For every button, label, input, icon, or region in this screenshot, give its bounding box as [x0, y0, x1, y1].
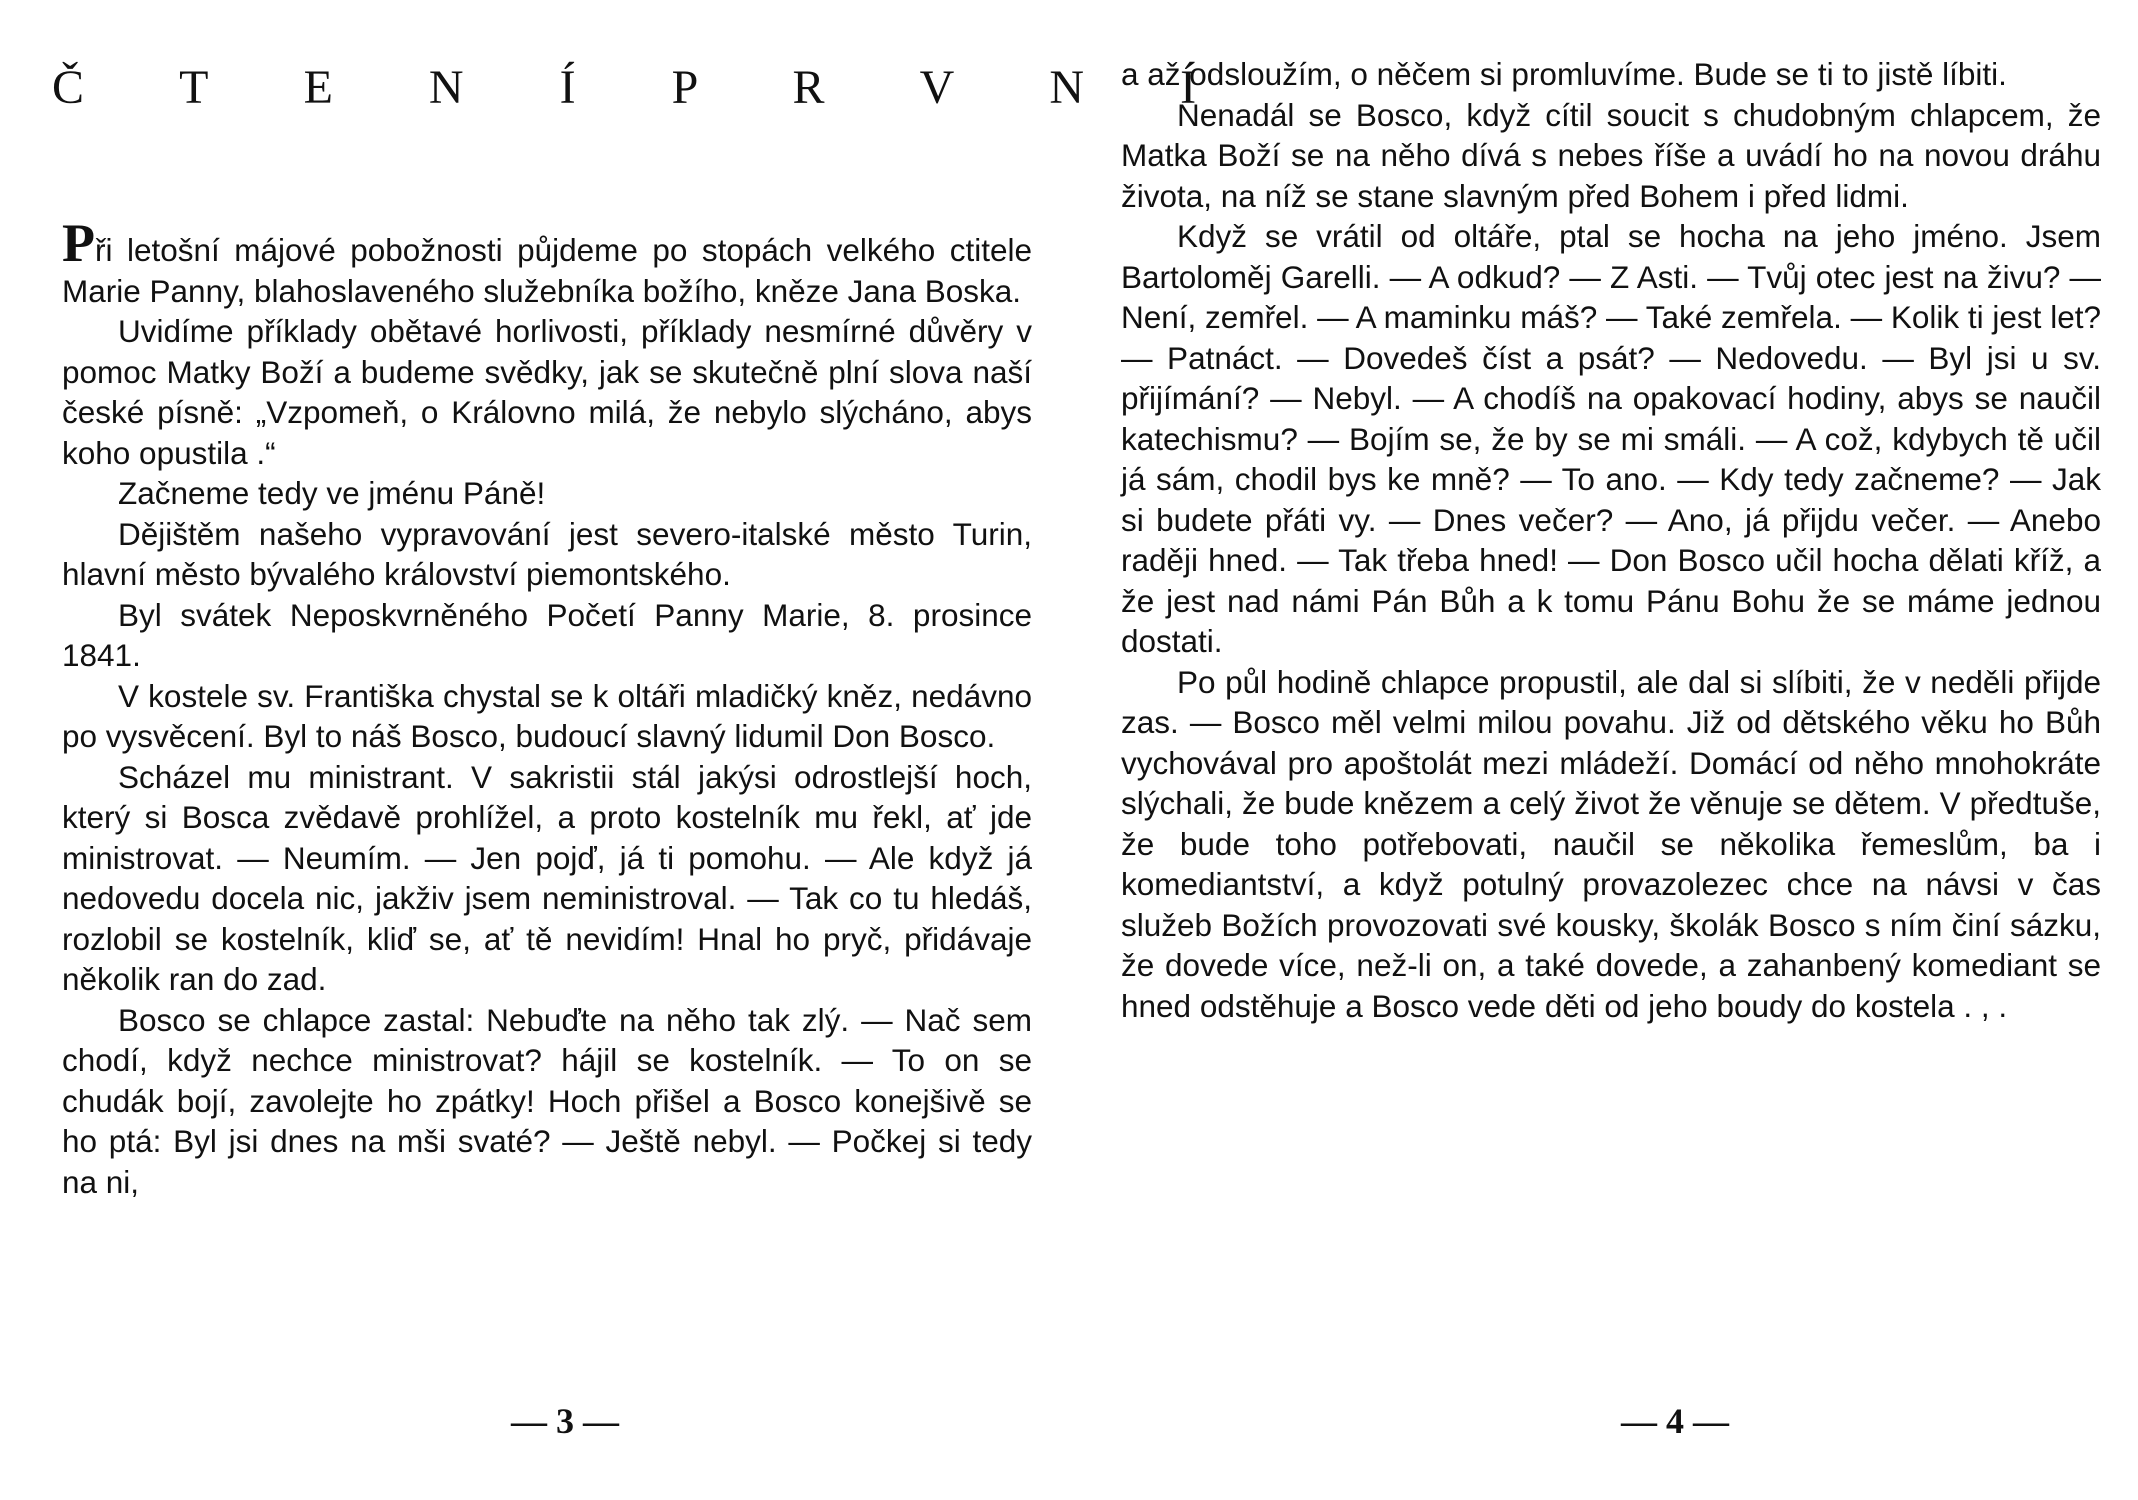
paragraph-4: Dějištěm našeho vypravování jest severo-italské město Turin, hlavní město bývalého království piemontského.: [62, 515, 1032, 592]
continuation-paragraph: a až odsloužím, o něčem si promluvíme. Bude se ti to jistě líbiti.: [1121, 56, 2007, 92]
paragraph-3: Začneme tedy ve jménu Páně!: [118, 475, 546, 511]
paragraph-2: Uvidíme příklady obětavé horlivosti, příklady nesmírné důvěry v pomoc Matky Boží a budeme svědky, jak se skutečně plní slova naší české písně: „Vzpomeň, o Královno milá, že nebylo slýcháno, abys koho opustila .“: [62, 313, 1032, 471]
left-page-text: [62, 213, 1032, 1202]
paragraph-11: Po půl hodině chlapce propustil, ale dal si slíbiti, že v neděli přijde zas. — Bosco měl velmi milou povahu. Již od dětského věku ho Bůh vychovával pro apoštolát mezi mládeží. Domácí od něho mnohokráte slýchali, že bude knězem a celý život že věnuje se dětem. V předtuše, že bude toho potřebovati, naučil se několika řemeslům, ba i komediantství, a když potulný provazolezec chce na návsi v čas služeb Božích provozovati své kousky, školák Bosco s ním činí sázku, že dovede více, než-li on, a také dovede, a zahanbený komediant se hned odstěhuje a Bosco vede děti od jeho boudy do kostela . , .: [1121, 663, 2101, 1024]
paragraph-5: Byl svátek Neposkvrněného Početí Panny Marie, 8. prosince 1841.: [62, 596, 1032, 673]
paragraph-8: Bosco se chlapce zastal: Nebuďte na něho tak zlý. — Nač sem chodí, když nechce ministrovat? hájil se kostelník. — To on se chudák bojí, zavolejte ho zpátky! Hoch přišel a Bosco konejšivě se ho ptá: Byl jsi dnes na mši svaté? — Ještě nebyl. — Počkej si tedy na ni,: [62, 1001, 1032, 1200]
right-page: [1069, 0, 2138, 1500]
page-number-right: — 4 —: [1621, 1401, 1729, 1441]
paragraph-1: [62, 213, 1032, 311]
right-page-text: [1121, 54, 2101, 1026]
paragraph-10: Když se vrátil od oltáře, ptal se hocha na jeho jméno. Jsem Bartoloměj Garelli. — A odkud? — Z Asti. — Tvůj otec jest na živu? — Není, zemřel. — A maminku máš? — Také zemřela. — Kolik ti jest let? — Patnáct. — Dovedeš číst a psát? — Nedovedu. — Byl jsi u sv. přijímání? — Nebyl. — A chodíš na opakovací hodiny, abys se naučil katechismu? — Bojím se, že by se mi smáli. — A což, kdybych tě učil já sám, chodil bys ke mně? — To ano. — Kdy tedy začneme? — Jak si budete přáti vy. — Dnes večer? — Ano, já přijdu večer. — Anebo raději hned. — Tak třeba hned! — Don Bosco učil hocha dělati kříž, a že jest nad námi Pán Bůh a k tomu Pánu Bohu že se máme jednou dostati.: [1121, 218, 2101, 659]
paragraph-9: Nenadál se Bosco, když cítil soucit s chudobným chlapcem, že Matka Boží se na něho dívá s nebes říše a uvádí ho na novou dráhu života, na níž se stane slavným před Bohem i před lidmi.: [1121, 96, 2101, 214]
page-number-left: — 3 —: [511, 1401, 619, 1441]
chapter-title: Č T E N Í P R V N Í: [52, 61, 1239, 114]
paragraph-6: V kostele sv. Františka chystal se k oltáři mladičký kněz, nedávno po vysvěcení. Byl to náš Bosco, budoucí slavný lidumil Don Bosco.: [62, 677, 1032, 754]
paragraph-7: Scházel mu ministrant. V sakristii stál jakýsi odrostlejší hoch, který si Bosca zvědavě prohlížel, a proto kostelník mu řekl, ať jde ministrovat. — Neumím. — Jen pojď, já ti pomohu. — Ale když já nedovedu docela nic, jakživ jsem neministroval. — Tak co tu hledáš, rozlobil se kostelník, kliď se, ať tě nevidím! Hnal ho pryč, přidávaje několik ran do zad.: [62, 758, 1032, 997]
drop-cap: P: [62, 213, 95, 273]
paragraph-1-text: ři letošní májové pobožnosti půjdeme po stopách velkého ctitele Marie Panny, blahoslaveného služebníka božího, kněze Jana Boska.: [62, 232, 1032, 309]
